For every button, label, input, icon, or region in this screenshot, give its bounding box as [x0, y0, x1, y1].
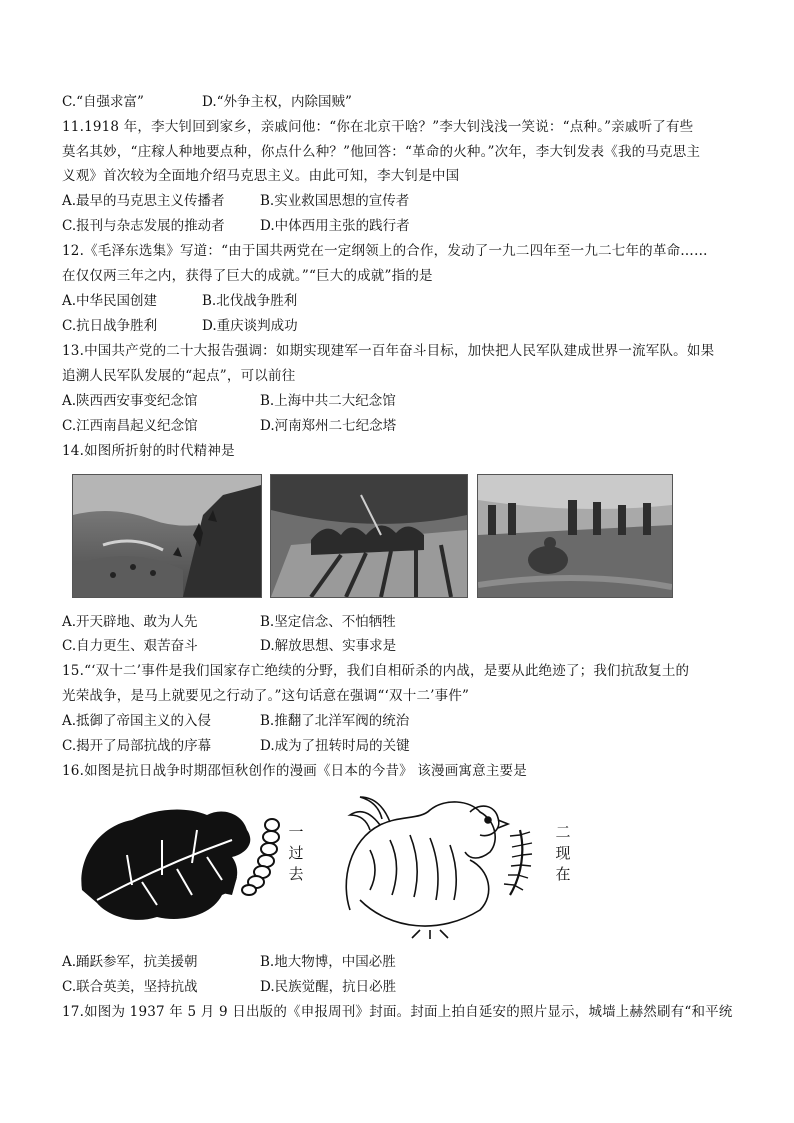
grassland-march-image [478, 475, 672, 597]
q12-option-b[interactable]: B.北伐战争胜利 [202, 293, 298, 309]
q16-stem-line-1: 16.如图是抗日战争时期邵恒秋创作的漫画《日本的今昔》 该漫画寓意主要是 [62, 763, 527, 779]
q11-option-c[interactable]: C.报刊与杂志发展的推动者 [62, 218, 225, 234]
cartoon-caption-past: 一过去 [288, 823, 304, 883]
q13-stem-line-1: 13.中国共产党的二十大报告强调：如期实现建军一百年奋斗目标，加快把人民军队建成世界一流军队。如果 [62, 343, 715, 359]
cartoon-caption-present: 二现在 [555, 823, 571, 883]
q15-option-a[interactable]: A.抵御了帝国主义的入侵 [62, 713, 212, 729]
q16-cartoon-past [72, 795, 302, 930]
q14-option-b[interactable]: B.坚定信念、不怕牺牲 [260, 614, 396, 630]
q15-stem-line-2: 光荣战争，是马上就要见之行动了。”这句话意在强调“‘双十二’事件” [62, 688, 470, 704]
q11-stem-line-3: 义观》首次较为全面地介绍马克思主义。由此可知，李大钊是中国 [62, 168, 460, 184]
q16-option-d[interactable]: D.民族觉醒，抗日必胜 [260, 979, 397, 995]
q15-option-c[interactable]: C.揭开了局部抗战的序幕 [62, 738, 212, 754]
q16-option-c[interactable]: C.联合英美，坚持抗战 [62, 979, 198, 995]
leaf-silkworm-drawing [72, 795, 302, 930]
q11-option-b[interactable]: B.实业救国思想的宣传者 [260, 193, 410, 209]
q16-option-a[interactable]: A.踊跃参军，抗美援朝 [62, 954, 198, 970]
q14-photo-bridge-crossing [270, 474, 468, 598]
q16-option-b[interactable]: B.地大物博，中国必胜 [260, 954, 396, 970]
rooster-centipede-drawing [330, 790, 540, 940]
q12-option-a[interactable]: A.中华民国创建 [62, 293, 158, 309]
q10-option-d[interactable]: D.“外争主权，内除国贼” [202, 94, 352, 110]
q14-option-c[interactable]: C.自力更生、艰苦奋斗 [62, 638, 198, 654]
q11-stem-line-2: 莫名其妙，“庄稼人种地要点种，你点什么种？”他回答：“革命的火种。”次年，李大钊发表《我的马克思主 [62, 144, 701, 160]
q12-stem-line-2: 在仅仅两三年之内，获得了巨大的成就。”“巨大的成就”指的是 [62, 268, 433, 284]
q14-option-d[interactable]: D.解放思想、实事求是 [260, 638, 397, 654]
q13-option-c[interactable]: C.江西南昌起义纪念馆 [62, 418, 198, 434]
q17-stem-line-1: 17.如图为 1937 年 5 月 9 日出版的《申报周刊》封面。封面上拍自延安的照片显示，城墙上赫然刷有“和平统 [62, 1004, 733, 1020]
bridge-crossing-image [271, 475, 467, 597]
q14-photo-grassland-march [477, 474, 673, 598]
q12-stem-line-1: 12.《毛泽东选集》写道：“由于国共两党在一定纲领上的合作，发动了一九二四年至一九二七年的革命…… [62, 243, 708, 259]
q13-stem-line-2: 追溯人民军队发展的“起点”，可以前往 [62, 368, 296, 384]
q11-stem-line-1: 11.1918 年，李大钊回到家乡，亲戚问他：“你在北京干啥？”李大钊浅浅一笑说：“点种。”亲戚听了有些 [62, 119, 694, 135]
q15-stem-line-1: 15.“‘双十二’事件是我们国家存亡绝续的分野，我们自相斫杀的内战，是要从此绝迹了；我们抗敌复土的 [62, 663, 690, 679]
q13-option-a[interactable]: A.陕西西安事变纪念馆 [62, 393, 198, 409]
q14-stem-line-1: 14.如图所折射的时代精神是 [62, 443, 235, 459]
q11-option-d[interactable]: D.中体西用主张的践行者 [260, 218, 410, 234]
q14-option-a[interactable]: A.开天辟地、敢为人先 [62, 614, 198, 630]
q15-option-d[interactable]: D.成为了扭转时局的关键 [260, 738, 410, 754]
q13-option-d[interactable]: D.河南郑州二七纪念塔 [260, 418, 397, 434]
q14-photo-cliff-battle [72, 474, 262, 598]
q15-option-b[interactable]: B.推翻了北洋军阀的统治 [260, 713, 410, 729]
q11-option-a[interactable]: A.最早的马克思主义传播者 [62, 193, 225, 209]
q13-option-b[interactable]: B.上海中共二大纪念馆 [260, 393, 396, 409]
q16-cartoon-present [330, 790, 540, 940]
q12-option-d[interactable]: D.重庆谈判成功 [202, 318, 298, 334]
q12-option-c[interactable]: C.抗日战争胜利 [62, 318, 158, 334]
cliff-battle-image [73, 475, 261, 597]
q10-option-c[interactable]: C.“自强求富” [62, 94, 144, 110]
